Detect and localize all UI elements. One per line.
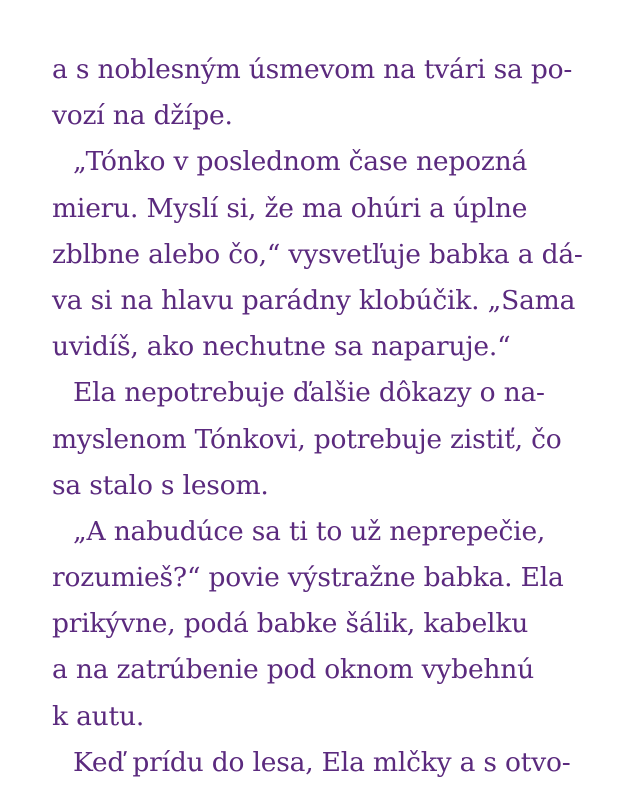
text-line: zblbne alebo čo,“ vysvetľuje babka a dá- <box>52 238 583 270</box>
text-line: sa stalo s lesom. <box>52 469 269 501</box>
text-line: myslenom Tónkovi, potrebuje zistiť, čo <box>52 423 562 455</box>
text-line: va si na hlavu parádny klobúčik. „Sama <box>52 284 576 316</box>
text-line: mieru. Myslí si, že ma ohúri a úplne <box>52 192 528 224</box>
text-line: k autu. <box>52 700 145 732</box>
text-line: rozumieš?“ povie výstražne babka. Ela <box>52 562 564 594</box>
text-line: a na zatrúbenie pod oknom vybehnú <box>52 654 535 686</box>
text-line: uvidíš, ako nechutne sa naparuje.“ <box>52 331 511 363</box>
text-line: Keď prídu do lesa, Ela mlčky a s otvo- <box>73 746 571 778</box>
text-line: a s noblesným úsmevom na tvári sa po- <box>52 54 573 85</box>
text-line: Ela nepotrebuje ďalšie dôkazy o na- <box>73 377 545 409</box>
text-line: vozí na džípe. <box>52 100 233 132</box>
text-line: prikývne, podá babke šálik, kabelku <box>52 608 529 640</box>
text-line: „A nabudúce sa ti to už neprepečie, <box>73 515 546 547</box>
text-line: „Tónko v poslednom čase nepozná <box>73 146 528 178</box>
